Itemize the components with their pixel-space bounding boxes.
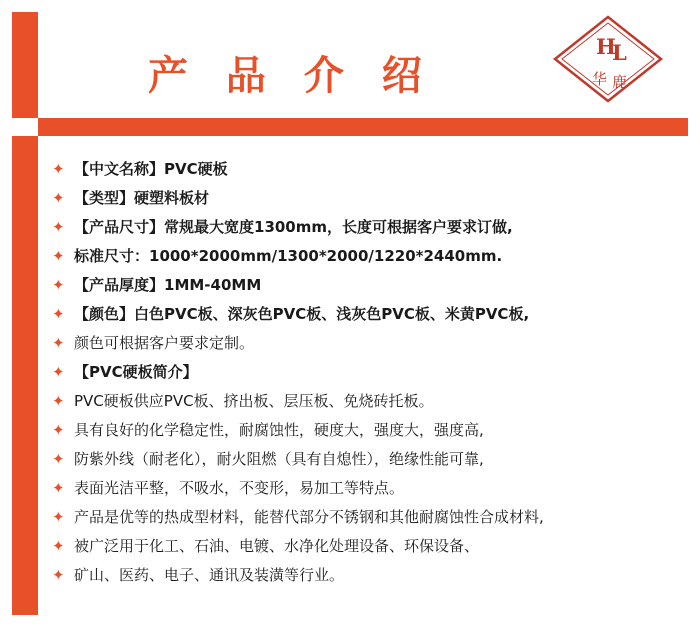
list-item: [52, 274, 682, 296]
bullet-icon: ✦: [52, 508, 65, 526]
header-accent-band: [38, 118, 688, 136]
left-accent-bar: [12, 12, 38, 615]
bullet-icon: ✦: [52, 479, 65, 497]
list-item-label: 【PVC硬板简介】: [74, 363, 198, 381]
list-item-label: 防紫外线（耐老化），耐火阻燃（具有自熄性），绝缘性能可靠,: [74, 450, 484, 468]
list-item-label: 【产品厚度】1MM-40MM: [74, 276, 262, 294]
bullet-icon: ✦: [52, 247, 65, 265]
bullet-icon: ✦: [52, 392, 65, 410]
list-item: [52, 216, 682, 238]
list-item: [52, 158, 682, 180]
list-item: [52, 419, 682, 441]
left-accent-bar-notch: [12, 118, 38, 136]
list-item-label: 表面光洁平整，不吸水，不变形，易加工等特点。: [74, 479, 405, 497]
list-item-label: 颜色可根据客户要求定制。: [74, 334, 255, 352]
list-item-label: PVC硬板供应PVC板、挤出板、层压板、免烧砖托板。: [74, 392, 434, 410]
list-item-label: 【类型】硬塑料板材: [74, 189, 210, 207]
list-item: [52, 332, 682, 354]
company-logo: [552, 14, 664, 104]
svg-text:L: L: [612, 40, 627, 65]
list-item: [52, 535, 682, 557]
bullet-icon: ✦: [52, 566, 65, 584]
svg-text:H: H: [596, 34, 616, 59]
list-item-label: 矿山、医药、电子、通讯及装潢等行业。: [74, 566, 345, 584]
bullet-icon: ✦: [52, 189, 65, 207]
bullet-icon: ✦: [52, 421, 65, 439]
bullet-icon: ✦: [52, 305, 65, 323]
list-item: [52, 506, 682, 528]
list-item-label: 【颜色】白色PVC板、深灰色PVC板、浅灰色PVC板、米黄PVC板,: [74, 305, 530, 323]
list-item-label: 产品是优等的热成型材料，能替代部分不锈钢和其他耐腐蚀性合成材料,: [74, 508, 544, 526]
list-item: [52, 361, 682, 383]
list-item: [52, 448, 682, 470]
list-item: [52, 303, 682, 325]
svg-text:华: 华: [592, 70, 608, 88]
bullet-icon: ✦: [52, 537, 65, 555]
list-item-label: 被广泛用于化工、石油、电镀、水净化处理设备、环保设备、: [74, 537, 480, 555]
bullet-icon: ✦: [52, 334, 65, 352]
list-item-label: 具有良好的化学稳定性，耐腐蚀性，硬度大，强度大，强度高,: [74, 421, 484, 439]
bullet-icon: ✦: [52, 363, 65, 381]
list-item: [52, 477, 682, 499]
page-title: 产 品 介 绍: [148, 53, 434, 99]
bullet-icon: ✦: [52, 276, 65, 294]
list-item-label: 【中文名称】PVC硬板: [74, 160, 228, 178]
bullet-icon: ✦: [52, 218, 65, 236]
list-item-label: 标准尺寸：1000*2000mm/1300*2000/1220*2440mm.: [74, 247, 503, 265]
list-item: [52, 564, 682, 586]
product-spec-list: [52, 158, 682, 593]
list-item: [52, 187, 682, 209]
bullet-icon: ✦: [52, 160, 65, 178]
svg-text:鹿: 鹿: [612, 73, 628, 91]
list-item-label: 【产品尺寸】常规最大宽度1300mm，长度可根据客户要求订做,: [74, 218, 513, 236]
list-item: [52, 390, 682, 412]
list-item: [52, 245, 682, 267]
bullet-icon: ✦: [52, 450, 65, 468]
